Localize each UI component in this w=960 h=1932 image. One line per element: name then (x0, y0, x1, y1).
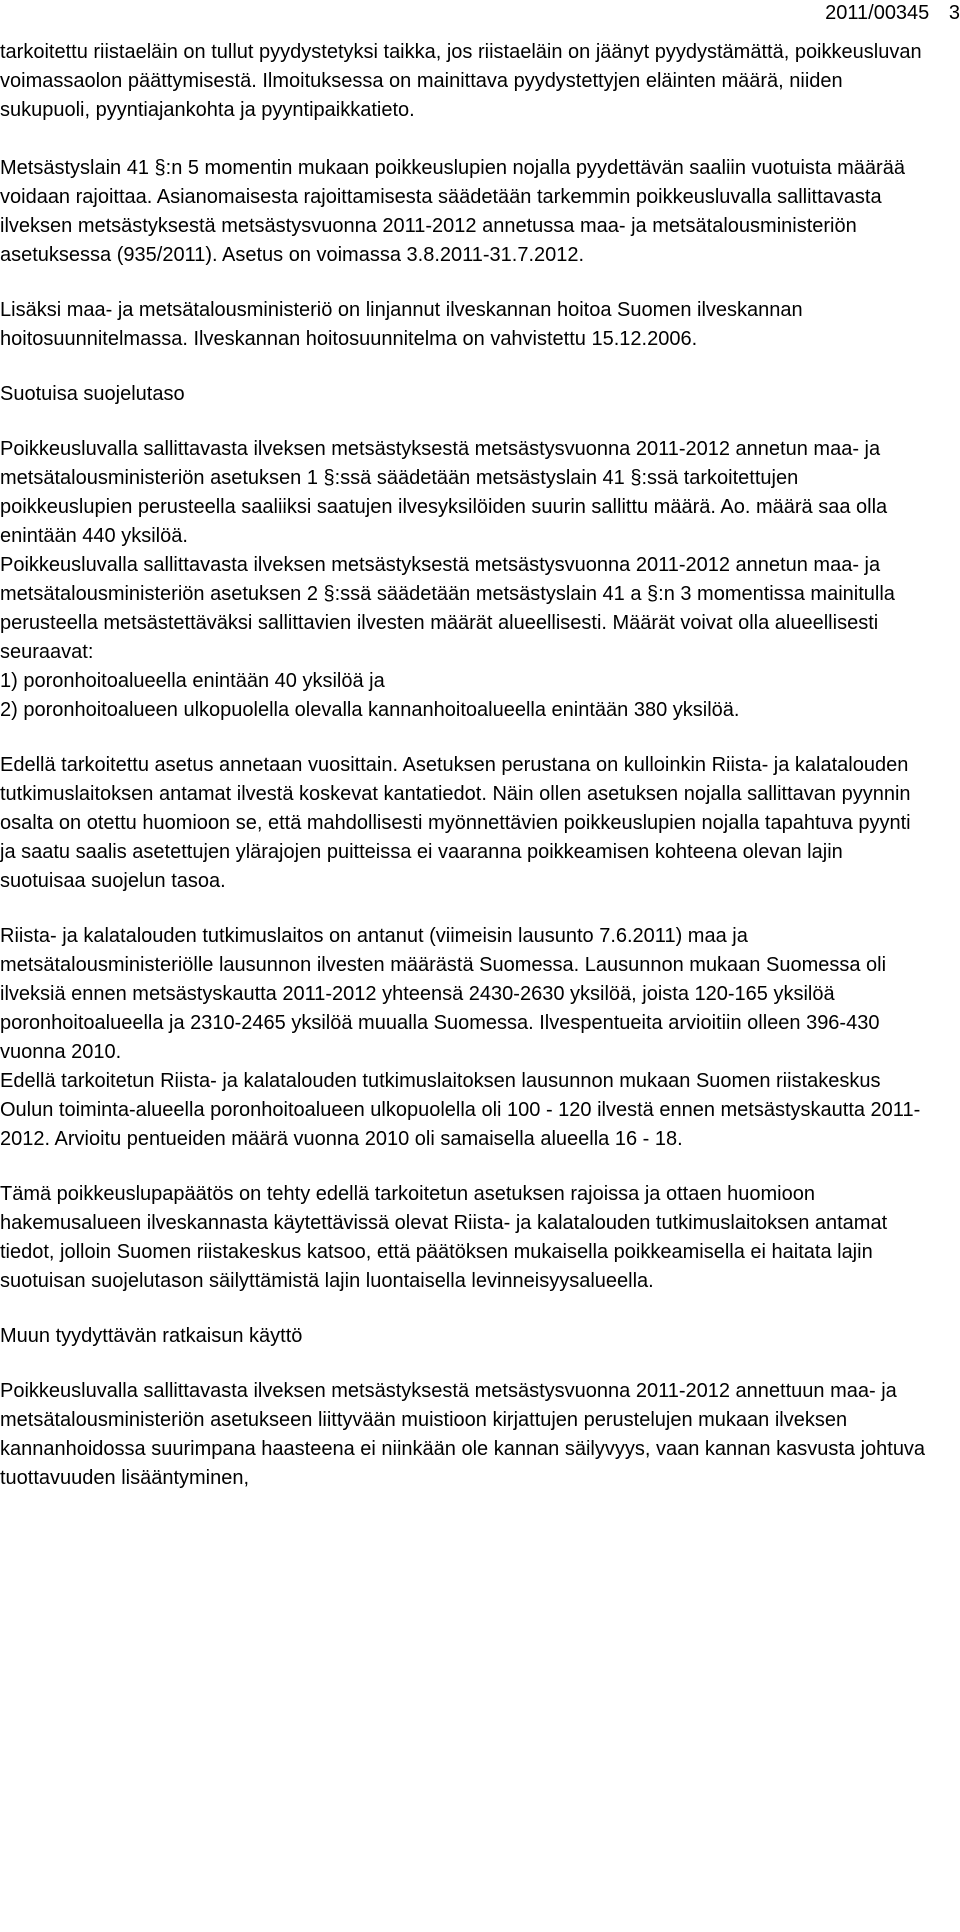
paragraph-decree-section-2: Poikkeusluvalla sallittavasta ilveksen metsästyksestä metsästysvuonna 2011-2012 annetun maa- ja metsätalousministeriön asetuksen 2 §:ssä säädetään metsästyslain 41 a §:n 3 momentissa mainitulla perusteella metsästettäväksi sallittavien ilvesten määrät alueellisesti. Määrät voivat olla alueellisesti seuraavat: (0, 554, 895, 663)
paragraph-research-statement: Riista- ja kalatalouden tutkimuslaitos on antanut (viimeisin lausunto 7.6.2011) maa ja metsätalousministeriölle lausunnon ilvesten määrästä Suomessa. Lausunnon mukaan Suomessa oli ilveksiä ennen metsästyskautta 2011-2012 yhteensä 2430-2630 yksilöä, joista 120-165 yksilöä poronhoitoalueella ja 2310-2465 yksilöä muualla Suomessa. Ilvespentueita arvioitiin olleen 396-430 vuonna 2010. (0, 925, 887, 1063)
paragraph-notification-duty: tarkoitettu riistaeläin on tullut pyydystetyksi taikka, jos riistaeläin on jäänyt pyydystämättä, poikkeusluvan voimassaolon päättymisestä. Ilmoituksessa on mainittava pyydystettyjen eläinten määrä, niiden sukupuoli, pyyntiajankohta ja pyyntipaikkatieto. (0, 41, 922, 121)
document-number: 2011/00345 (825, 2, 930, 24)
list-item-management-area: 2) poronhoitoalueen ulkopuolella olevalla kannanhoitoalueella enintään 380 yksilöä. (0, 699, 740, 721)
paragraph-decree-section-1: Poikkeusluvalla sallittavasta ilveksen metsästyksestä metsästysvuonna 2011-2012 annetun maa- ja metsätalousministeriön asetuksen 1 §:ssä säädetään metsästyslain 41 §:ssä tarkoitettujen poikkeuslupien perusteella saaliiksi saatujen ilvesyksilöiden suurin sallittu määrä. Ao. määrä saa olla enintään 440 yksilöä. (0, 438, 888, 547)
paragraph-decision-basis: Tämä poikkeuslupapäätös on tehty edellä tarkoitetun asetuksen rajoissa ja ottaen huomioon hakemusalueen ilveskannasta käytettävissä olevat Riista- ja kalatalouden tutkimuslaitoksen antamat tiedot, jolloin Suomen riistakeskus katsoo, että päätöksen mukaisella poikkeamisella ei haitata lajin suotuisan suojelutason säilyttämistä lajin luontaisella levinneisyysalueella. (0, 1183, 888, 1292)
document-body (0, 38, 930, 1493)
paragraph-catch-limit-law: Metsästyslain 41 §:n 5 momentin mukaan poikkeuslupien nojalla pyydettävän saaliin vuotuista määrää voidaan rajoittaa. Asianomaisesta rajoittamisesta säädetään tarkemmin poikkeusluvalla sallittavasta ilveksen metsästyksestä metsästysvuonna 2011-2012 annetussa maa- ja metsätalousministeriön asetuksessa (935/2011). Asetus on voimassa 3.8.2011-31.7.2012. (0, 157, 905, 266)
section-heading-conservation-status: Suotuisa suojelutaso (0, 383, 185, 405)
page-header (825, 0, 960, 34)
page-number: 3 (948, 2, 960, 24)
paragraph-memo-reasoning: Poikkeusluvalla sallittavasta ilveksen metsästyksestä metsästysvuonna 2011-2012 annettuun maa- ja metsätalousministeriön asetukseen liittyvään muistioon kirjattujen perustelujen mukaan ilveksen kannanhoidossa suurimpana haasteena ei niinkään ole kannan säilyvyys, vaan kannan kasvusta johtuva tuottavuuden lisääntyminen, (0, 1380, 926, 1489)
list-item-reindeer-area: 1) poronhoitoalueella enintään 40 yksilöä ja (0, 670, 385, 692)
paragraph-annual-decree: Edellä tarkoitettu asetus annetaan vuosittain. Asetuksen perustana on kulloinkin Riista- ja kalatalouden tutkimuslaitoksen antamat ilvestä koskevat kantatiedot. Näin ollen asetuksen nojalla sallittavan pyynnin osalta on otettu huomioon se, että mahdollisesti myönnettävien poikkeuslupien nojalla tapahtuva pyynti ja saatu saalis asetettujen ylärajojen puitteissa ei vaaranna poikkeamisen kohteena olevan lajin suotuisaa suojelun tasoa. (0, 754, 911, 892)
paragraph-oulu-area-estimate: Edellä tarkoitetun Riista- ja kalatalouden tutkimuslaitoksen lausunnon mukaan Suomen riistakeskus Oulun toiminta-alueella poronhoitoalueen ulkopuolella oli 100 - 120 ilvestä ennen metsästyskautta 2011-2012. Arvioitu pentueiden määrä vuonna 2010 oli samaisella alueella 16 - 18. (0, 1070, 921, 1150)
section-heading-other-solution: Muun tyydyttävän ratkaisun käyttö (0, 1325, 303, 1347)
paragraph-management-plan: Lisäksi maa- ja metsätalousministeriö on linjannut ilveskannan hoitoa Suomen ilveskannan hoitosuunnitelmassa. Ilveskannan hoitosuunnitelma on vahvistettu 15.12.2006. (0, 299, 803, 350)
